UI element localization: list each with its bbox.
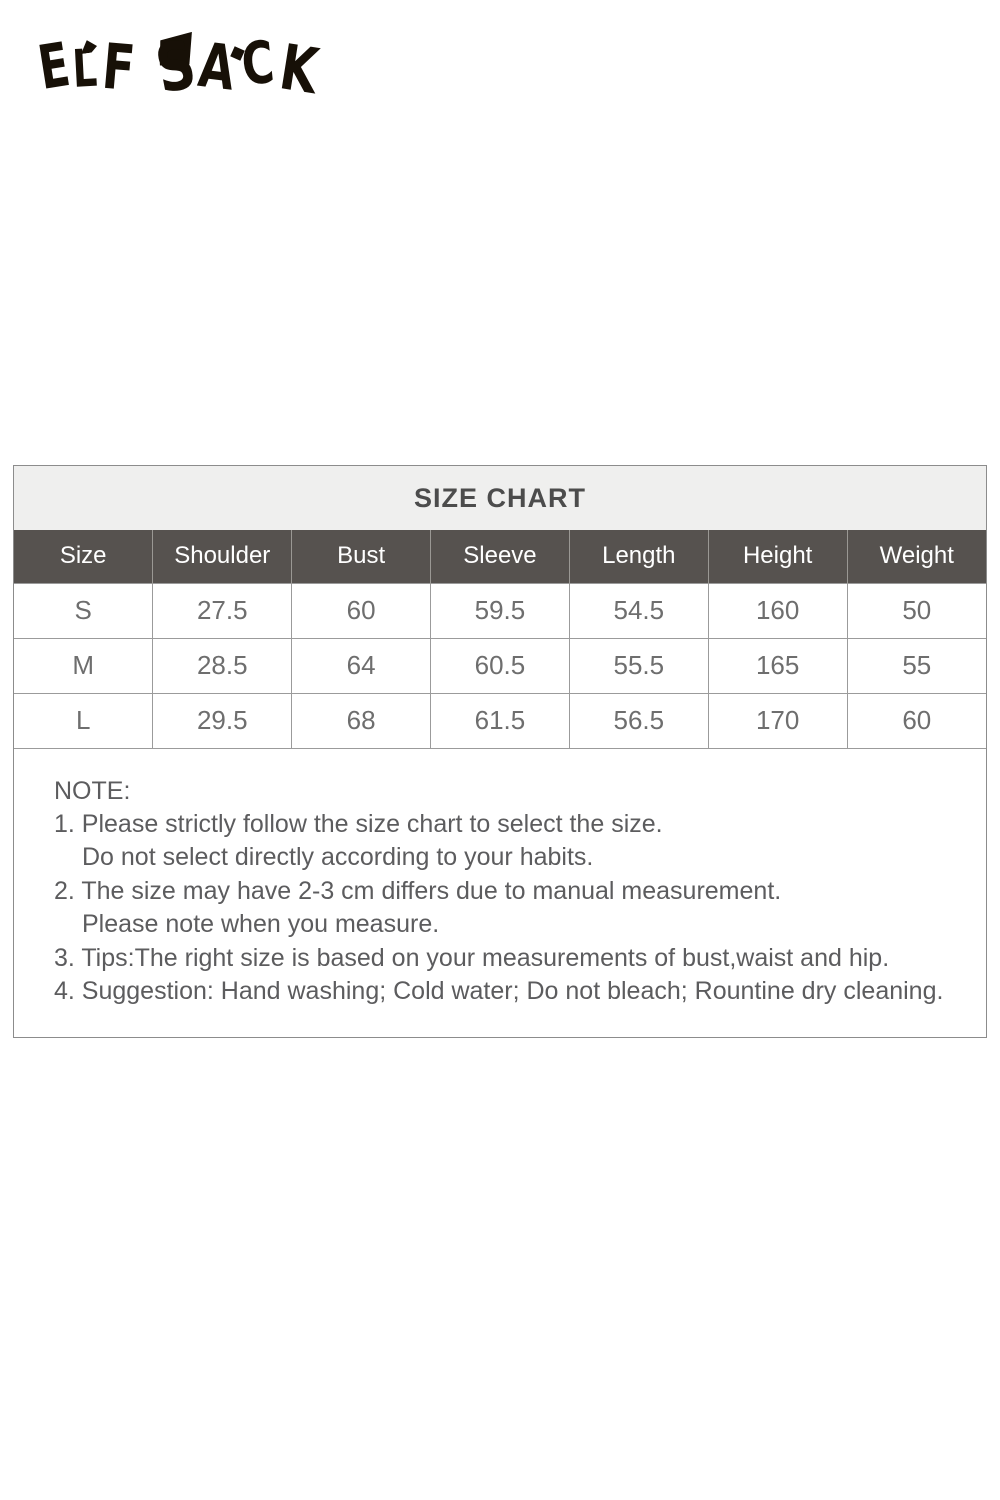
measurement-cell: 29.5 (153, 693, 292, 748)
measurement-cell: 60 (292, 583, 431, 638)
measurement-cell: 60 (847, 693, 986, 748)
measurement-cell: 61.5 (431, 693, 570, 748)
table-row (14, 693, 986, 748)
table-row (14, 638, 986, 693)
note-lines (54, 808, 966, 1009)
brand-logo-letters (33, 24, 323, 109)
table-row (14, 583, 986, 638)
note-line: Do not select directly according to your habits. (82, 843, 594, 871)
column-header: Bust (292, 530, 431, 583)
column-header: Size (14, 530, 153, 583)
column-header: Weight (847, 530, 986, 583)
column-header: Length (569, 530, 708, 583)
measurement-cell: 55 (847, 638, 986, 693)
measurement-cell: 60.5 (431, 638, 570, 693)
measurement-cell: 64 (292, 638, 431, 693)
note-line: 4. Suggestion: Hand washing; Cold water; Do not bleach; Rountine dry cleaning. (54, 977, 944, 1005)
logo-letter: A (195, 29, 240, 106)
note-line: 2. The size may have 2-3 cm differs due to manual measurement. (54, 876, 782, 905)
column-header: Sleeve (431, 530, 570, 583)
measurement-cell: 55.5 (569, 638, 708, 693)
measurement-cell: 160 (708, 583, 847, 638)
brand-logo (33, 24, 323, 144)
note-heading: NOTE: (54, 776, 131, 805)
size-table (14, 530, 986, 749)
measurement-cell: 68 (292, 693, 431, 748)
measurement-cell: 50 (847, 583, 986, 638)
size-chart-title: SIZE CHART (414, 482, 586, 513)
note-section (14, 749, 986, 1009)
measurement-cell: 170 (708, 693, 847, 748)
note-line: Please note when you measure. (82, 910, 440, 938)
note-line: 1. Please strictly follow the size chart to select the size. (54, 809, 663, 838)
measurement-cell: 54.5 (569, 583, 708, 638)
note-line: 3. Tips:The right size is based on your measurements of bust,waist and hip. (54, 943, 890, 972)
logo-letter: L (70, 38, 99, 101)
measurement-cell: 59.5 (431, 583, 570, 638)
size-table-body (14, 583, 986, 748)
logo-letter: C (238, 28, 278, 100)
size-chart-title-bar (14, 466, 986, 530)
size-chart-panel (13, 465, 987, 1038)
logo-letter: F (99, 30, 138, 106)
logo-letter: S (149, 24, 202, 109)
measurement-cell: 165 (708, 638, 847, 693)
size-table-header-row (14, 530, 986, 583)
size-cell: S (14, 583, 153, 638)
column-header: Shoulder (153, 530, 292, 583)
size-cell: L (14, 693, 153, 748)
column-header: Height (708, 530, 847, 583)
measurement-cell: 28.5 (153, 638, 292, 693)
measurement-cell: 27.5 (153, 583, 292, 638)
size-cell: M (14, 638, 153, 693)
measurement-cell: 56.5 (569, 693, 708, 748)
logo-letter: K (274, 29, 323, 109)
logo-letter: E (33, 29, 75, 104)
